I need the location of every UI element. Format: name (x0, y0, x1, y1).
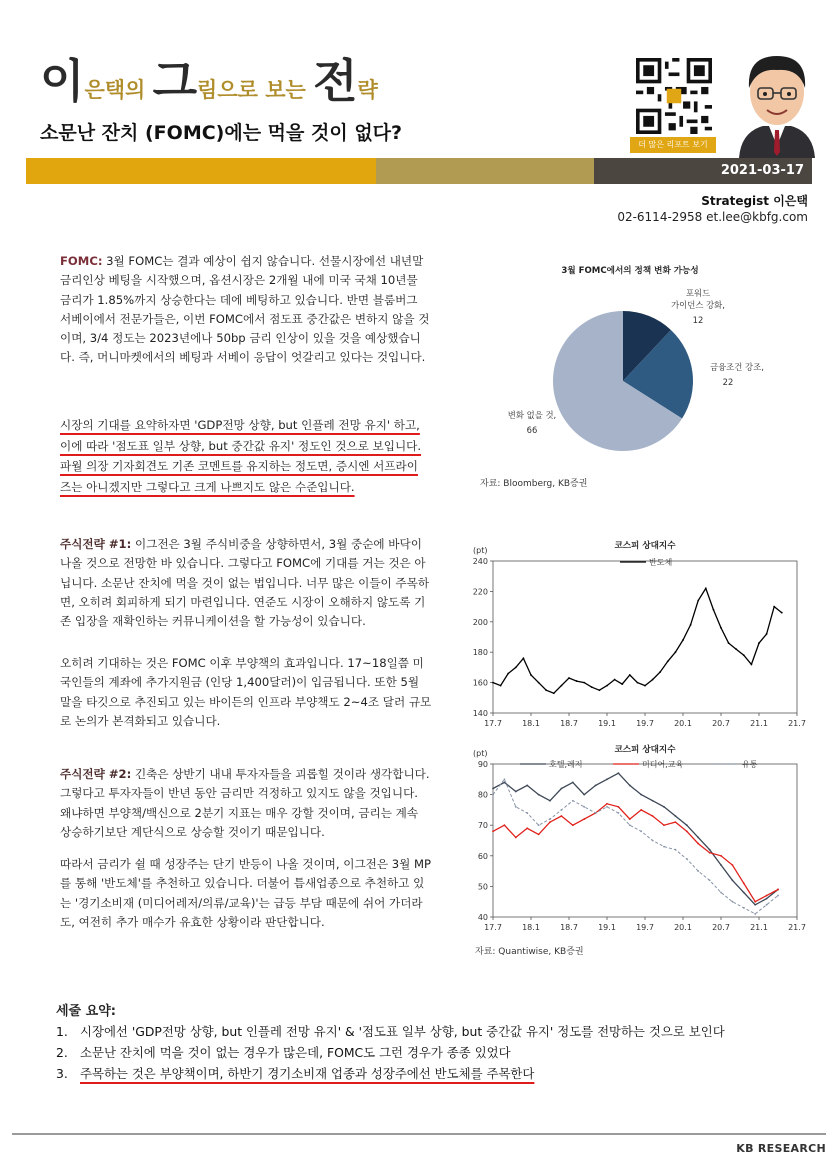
chart-unit: (pt) (473, 749, 488, 758)
data-point (595, 785, 597, 787)
data-point (675, 849, 677, 851)
data-point (629, 818, 631, 820)
data-point (572, 781, 574, 783)
report-date: 2021-03-17 (720, 163, 804, 178)
data-point (663, 846, 665, 848)
data-point (629, 824, 631, 826)
x-tick-label: 17.7 (484, 923, 502, 932)
x-tick-label: 20.7 (712, 923, 730, 932)
data-point (663, 806, 665, 808)
consumer-sector-line-chart (465, 740, 815, 960)
data-point (754, 901, 756, 903)
data-point (675, 821, 677, 823)
fomc-lead: FOMC: (60, 254, 103, 268)
x-tick-label: 20.1 (674, 923, 692, 932)
data-point (781, 612, 783, 614)
data-point (659, 671, 661, 673)
pie-chart-title: 3월 FOMC에서의 정책 변화 가능성 (561, 266, 699, 276)
data-point (504, 824, 506, 826)
data-point (720, 855, 722, 857)
data-point (728, 642, 730, 644)
data-point (682, 639, 684, 641)
strategist-name: Strategist 이은택 (701, 194, 808, 208)
data-point (549, 821, 551, 823)
series-title-text-1: 은택의 (84, 78, 153, 102)
data-point (709, 852, 711, 854)
pie-slice-label: 금융조건 강조, (710, 362, 764, 372)
data-point (561, 685, 563, 687)
data-point (766, 904, 768, 906)
data-point (686, 824, 688, 826)
data-point (583, 806, 585, 808)
plot-frame (493, 561, 797, 713)
data-point (553, 692, 555, 694)
y-tick-label: 60 (477, 851, 488, 861)
data-point (549, 800, 551, 802)
pie-slice-label: 변화 없을 것, (507, 410, 557, 420)
summary-item-1-text: 시장에선 'GDP전망 상향, but 인플레 전망 유지' & '점도표 일부 상향, but 중간값 유지' 정도를 전망하는 것으로 보인다 (80, 1024, 725, 1039)
series-title-char-3: 전 (313, 54, 358, 108)
data-point (618, 772, 620, 774)
fomc-paragraph-1 (60, 252, 432, 368)
page-headline: 소문난 잔치 (FOMC)에는 먹을 것이 없다? (40, 122, 403, 144)
data-point (576, 680, 578, 682)
x-tick-label: 17.7 (484, 719, 502, 728)
y-tick-label: 70 (477, 821, 488, 831)
data-point (637, 682, 639, 684)
x-tick-label: 20.7 (712, 719, 730, 728)
data-point (595, 812, 597, 814)
series-line (493, 773, 778, 905)
series-title-text-2: 림으로 보는 (197, 78, 314, 102)
data-point (720, 627, 722, 629)
strategy2-paragraph-1 (60, 765, 432, 842)
data-point (500, 685, 502, 687)
x-tick-label: 19.1 (598, 719, 616, 728)
data-point (515, 667, 517, 669)
series-title-char-1: 이 (40, 54, 85, 108)
fomc-highlight-2: 파월 의장 기자회견도 기존 코멘트를 유지하는 정도면, 증시엔 서프라이즈는 아니겠지만 그렇다고 크게 나쁘지도 않은 수준입니다. (60, 459, 418, 494)
fomc-body-1: 3월 FOMC는 결과 예상이 쉽지 않습니다. 선물시장에선 내년말 금리인상 베팅을 시작했으며, 옵션시장은 2개월 내에 미국 국채 10년물 금리가 1.85%까지 상승한다는 데에 베팅하고 있습니다. 반면 블룸버그 서베이에서 전문가들은, 이번 FOMC에서 점도표 중간값은 변하지 않을 것이며, 3/4 정도는 2023년에나 50bp 금리 인상이 있을 것을 예상했습니다. 즉, 머니마켓에서의 베팅과 서베이 응답이 엇갈리고 있다는 것입니다. (60, 254, 430, 365)
data-point (568, 677, 570, 679)
data-point (732, 879, 734, 881)
data-point (538, 824, 540, 826)
more-reports-badge[interactable]: 더 많은 리포트 보기 (630, 137, 716, 153)
x-tick-label: 20.1 (674, 719, 692, 728)
qr-code-icon[interactable] (636, 58, 712, 134)
data-point (777, 889, 779, 891)
legend-label: 미디어,교육 (642, 760, 684, 769)
y-tick-label: 90 (477, 760, 488, 769)
data-point (629, 674, 631, 676)
data-point (583, 682, 585, 684)
data-point (583, 818, 585, 820)
pie-chart-source: 자료: Bloomberg, KB증권 (480, 479, 588, 489)
data-point (561, 809, 563, 811)
data-point (758, 642, 760, 644)
data-point (743, 882, 745, 884)
y-tick-label: 220 (472, 587, 488, 597)
x-tick-label: 21.7 (788, 923, 806, 932)
chart-title: 코스피 상대지수 (614, 541, 676, 551)
data-point (606, 806, 608, 808)
footer-brand: KB RESEARCH (736, 1142, 826, 1155)
header-bar-olive (376, 158, 594, 184)
data-point (667, 660, 669, 662)
data-point (686, 858, 688, 860)
data-point (530, 674, 532, 676)
data-point (538, 794, 540, 796)
data-point (652, 840, 654, 842)
y-tick-label: 160 (472, 678, 488, 688)
data-point (572, 800, 574, 802)
legend-label: 반도체 (649, 558, 673, 567)
data-point (538, 833, 540, 835)
data-point (732, 901, 734, 903)
strategy2-paragraph-2: 따라서 금리가 쉴 때 성장주는 단기 반등이 나올 것이며, 이그전은 3월 MP를 통해 '반도체'를 추천하고 있습니다. 더불어 틈새업종으로 추천하고 있는 '경기소비재 (미디어레저/의류/교육)'는 급등 부담 때문에 쉬어 가더라도, 여전히 추가 매수가 유효한 상황이라 판단합니다. (60, 857, 431, 929)
data-point (644, 685, 646, 687)
pie-slice-value: 12 (692, 315, 704, 325)
summary-item-1 (56, 1022, 725, 1040)
data-point (697, 870, 699, 872)
data-point (618, 812, 620, 814)
series-line (493, 804, 778, 902)
chart-source: 자료: Quantiwise, KB증권 (475, 947, 584, 957)
strategy1-lead: 주식전략 #1: (60, 537, 132, 551)
data-point (663, 824, 665, 826)
data-point (709, 879, 711, 881)
legend-label: 유통 (742, 760, 758, 769)
data-point (599, 689, 601, 691)
chart-unit: (pt) (473, 546, 488, 555)
chart-title: 코스피 상대지수 (614, 745, 676, 755)
data-point (675, 815, 677, 817)
data-point (515, 791, 517, 793)
data-point (515, 806, 517, 808)
strategist-avatar (733, 48, 821, 158)
data-point (545, 689, 547, 691)
y-tick-label: 200 (472, 617, 488, 627)
data-point (526, 812, 528, 814)
data-point (766, 633, 768, 635)
data-point (591, 686, 593, 688)
x-tick-label: 21.7 (788, 719, 806, 728)
data-point (618, 806, 620, 808)
series-line (493, 779, 778, 914)
data-point (720, 864, 722, 866)
x-tick-label: 18.1 (522, 719, 540, 728)
data-point (606, 778, 608, 780)
data-point (492, 794, 494, 796)
data-point (504, 778, 506, 780)
data-point (705, 587, 707, 589)
x-tick-label: 19.7 (636, 923, 654, 932)
summary-item-3-number: 3. (56, 1066, 68, 1081)
data-point (652, 800, 654, 802)
data-point (709, 849, 711, 851)
data-point (652, 815, 654, 817)
x-tick-label: 18.7 (560, 719, 578, 728)
x-tick-label: 19.1 (598, 923, 616, 932)
data-point (735, 648, 737, 650)
summary-item-2 (56, 1043, 511, 1061)
data-point (492, 788, 494, 790)
y-tick-label: 50 (477, 882, 488, 892)
y-tick-label: 240 (472, 557, 488, 566)
data-point (766, 898, 768, 900)
summary-title: 세줄 요약: (56, 1004, 116, 1019)
data-point (507, 673, 509, 675)
plot-frame (493, 764, 797, 917)
pie-slice-value: 66 (526, 425, 538, 435)
data-point (526, 785, 528, 787)
data-point (538, 682, 540, 684)
data-point (751, 663, 753, 665)
pie-slice-label: 포워드 (685, 288, 711, 298)
data-point (572, 824, 574, 826)
y-tick-label: 40 (477, 913, 488, 922)
x-tick-label: 18.7 (560, 923, 578, 932)
data-point (766, 895, 768, 897)
x-tick-label: 21.1 (750, 719, 768, 728)
data-point (697, 600, 699, 602)
y-tick-label: 140 (472, 709, 488, 718)
summary-item-3 (56, 1064, 534, 1082)
data-point (526, 827, 528, 829)
x-tick-label: 18.1 (522, 923, 540, 932)
data-point (515, 837, 517, 839)
strategy1-paragraph-1 (60, 535, 432, 631)
series-title (40, 54, 378, 110)
x-tick-label: 21.1 (750, 923, 768, 932)
data-point (773, 606, 775, 608)
data-point (754, 913, 756, 915)
data-point (621, 683, 623, 685)
data-point (640, 830, 642, 832)
data-point (492, 682, 494, 684)
pie-chart (470, 258, 815, 493)
y-tick-label: 180 (472, 648, 488, 658)
data-point (549, 818, 551, 820)
summary-item-1-number: 1. (56, 1024, 68, 1039)
fomc-paragraph-2 (60, 415, 426, 497)
pie-slice-label: 가이던스 강화, (671, 300, 725, 310)
data-point (732, 864, 734, 866)
y-tick-label: 80 (477, 790, 488, 800)
data-point (614, 679, 616, 681)
strategy2-body-1: 긴축은 상반기 내내 투자자들을 괴롭힐 것이라 생각합니다. 그렇다고 투자자들이 반년 동안 금리만 걱정하고 있지도 않을 것입니다. 왜냐하면 부양책/백신으로 2분기 지표는 매우 강할 것이며, 금리는 계속 상승하기보단 계단식으로 상승할 것이기 때문입니다. (60, 767, 430, 839)
data-point (697, 843, 699, 845)
data-point (492, 830, 494, 832)
summary-item-2-number: 2. (56, 1045, 68, 1060)
series-line (493, 588, 782, 693)
data-point (606, 803, 608, 805)
data-point (754, 904, 756, 906)
footer-divider (12, 1133, 826, 1135)
data-point (629, 785, 631, 787)
data-point (690, 624, 692, 626)
data-point (523, 657, 525, 659)
data-point (561, 788, 563, 790)
data-point (561, 815, 563, 817)
semiconductor-line-chart (465, 536, 815, 736)
series-title-char-2: 그 (152, 54, 198, 108)
data-point (606, 685, 608, 687)
data-point (583, 794, 585, 796)
fomc-highlight-1: 시장의 기대를 요약하자면 'GDP전망 상향, but 인플레 전망 유지' 하고, 이에 따라 '점도표 일부 상향, but 중간값 유지' 정도인 것으로 보입니다. (60, 418, 422, 453)
x-tick-label: 19.7 (636, 719, 654, 728)
data-point (743, 892, 745, 894)
data-point (777, 895, 779, 897)
data-point (640, 809, 642, 811)
strategy2-lead: 주식전략 #2: (60, 767, 132, 781)
data-point (743, 654, 745, 656)
header-bar-gold (26, 158, 376, 184)
data-point (743, 907, 745, 909)
pie-slice-value: 22 (722, 377, 734, 387)
data-point (640, 794, 642, 796)
data-point (675, 651, 677, 653)
summary-item-2-text: 소문난 잔치에 먹을 것이 없는 경우가 많은데, FOMC도 그런 경우가 종종 있었다 (80, 1045, 511, 1060)
data-point (720, 892, 722, 894)
legend-label: 호텔,레저 (549, 760, 583, 769)
series-title-text-3: 략 (357, 78, 378, 102)
strategy1-paragraph-2: 오히려 기대하는 것은 FOMC 이후 부양책의 효과입니다. 17~18일쯤 미국인들의 계좌에 추가지원금 (인당 1,400달러)이 입금됩니다. 또한 5월 말을 타깃으로 추진되고 있는 바이든의 인프라 부양책도 2~4조 달러 규모로 논의가 본격화되고 있습니다. (60, 656, 432, 728)
data-point (652, 679, 654, 681)
strategist-contact: 02-6114-2958 et.lee@kbfg.com (617, 210, 808, 224)
strategy1-body-1: 이그전은 3월 주식비중을 상향하면서, 3월 중순에 바닥이 나올 것으로 전망한 바 있습니다. 그렇다고 FOMC에 기대를 거는 것은 아닙니다. 소문난 잔치에 먹을 것이 없는 법입니다. 너무 많은 이들이 주목하면, 오히려 회피하게 되기 마련입니다. 연준도 시장이 오해하지 않도록 기존 입장을 재확인하는 커뮤니케이션을 할 가능성이 있습니다. (60, 537, 430, 629)
data-point (686, 830, 688, 832)
data-point (697, 837, 699, 839)
summary-item-3-text: 주목하는 것은 부양책이며, 하반기 경기소비재 업종과 성장주에선 반도체를 주목한다 (80, 1066, 535, 1081)
data-point (713, 609, 715, 611)
